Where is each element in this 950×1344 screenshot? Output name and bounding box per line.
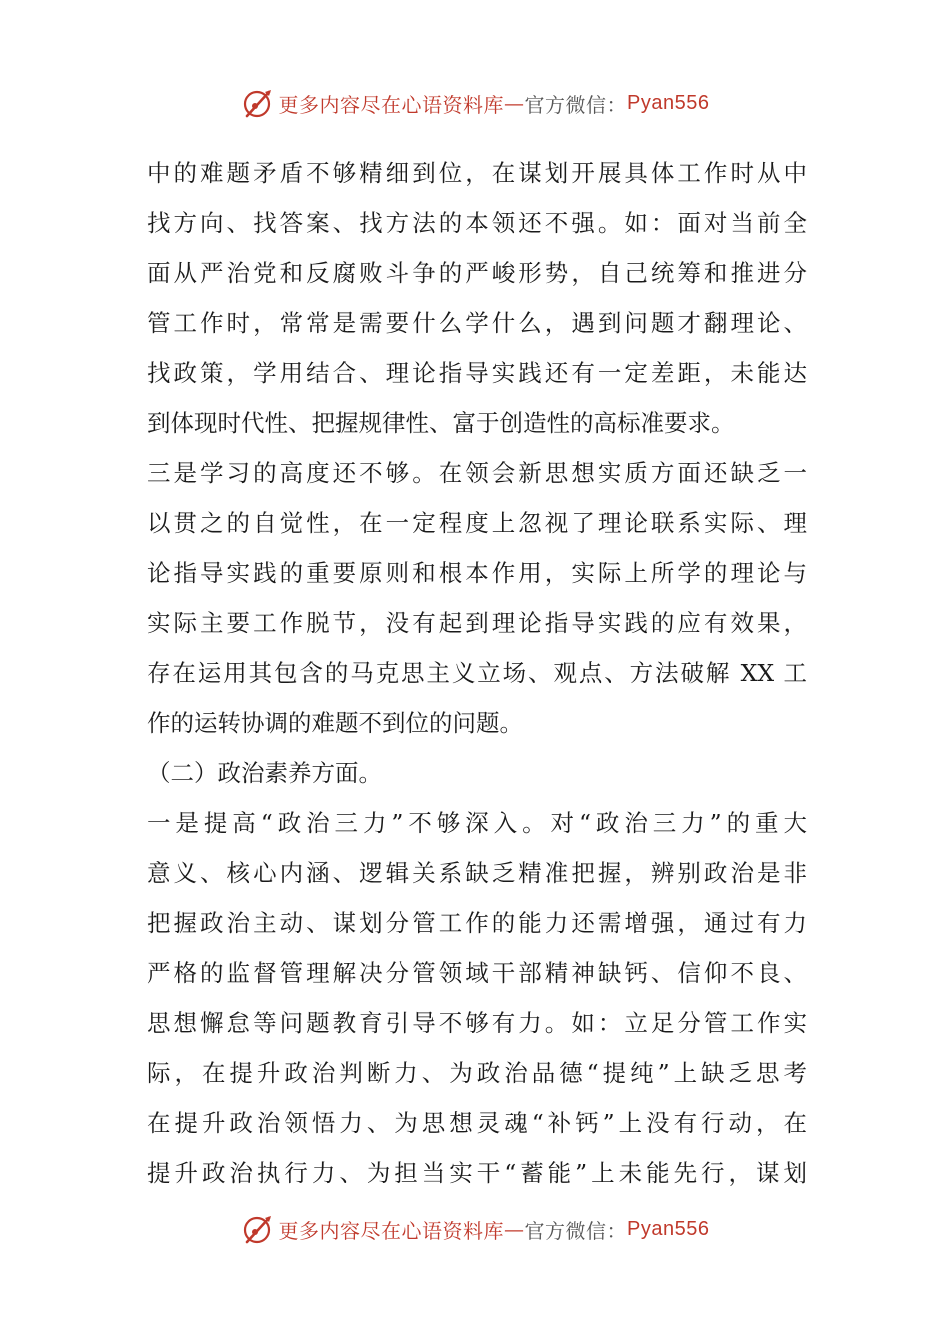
watermark-wechat-id: Pyan556 [627,91,710,114]
text-line: 面从严治党和反腐败斗争的严峻形势，自己统筹和推进分 [147,259,807,287]
text-line: 到体现时代性、把握规律性、富于创造性的高标准要求。 [147,409,735,437]
text-line: 提升政治执行力、为担当实干“蓄能”上未能先行，谋划 [147,1159,807,1187]
watermark-separator: — [504,91,525,115]
watermark-wechat-label: 官方微信： [524,92,628,117]
text-line: 找方向、找答案、找方法的本领还不强。如：面对当前全 [147,209,807,237]
watermark-site-text: 更多内容尽在心语资料库 [278,1218,505,1243]
text-line: 一是提高“政治三力”不够深入。对“政治三力”的重大 [147,809,807,837]
watermark-wechat-label: 官方微信： [524,1218,628,1243]
document-body [147,148,807,1198]
text-line: 作的运转协调的难题不到位的问题。 [147,709,523,737]
text-line: 找政策，学用结合、理论指导实践还有一定差距，未能达 [147,359,807,387]
watermark-separator: — [504,1217,525,1241]
text-line: 存在运用其包含的马克思主义立场、观点、方法破解 XX 工 [147,659,807,687]
text-line: 以贯之的自觉性，在一定程度上忽视了理论联系实际、理 [147,509,807,537]
text-line: 三是学习的高度还不够。在领会新思想实质方面还缺乏一 [147,459,807,487]
pen-logo-icon [241,1212,275,1246]
watermark-site-text: 更多内容尽在心语资料库 [278,92,505,117]
text-line: 论指导实践的重要原则和根本作用，实际上所学的理论与 [147,559,807,587]
text-line: 在提升政治领悟力、为思想灵魂“补钙”上没有行动，在 [147,1109,807,1137]
text-line: 中的难题矛盾不够精细到位，在谋划开展具体工作时从中 [147,159,807,187]
text-line: 意义、核心内涵、逻辑关系缺乏精准把握，辨别政治是非 [147,859,807,887]
text-line: 严格的监督管理解决分管领域干部精神缺钙、信仰不良、 [147,959,807,987]
text-line: 思想懈怠等问题教育引导不够有力。如：立足分管工作实 [147,1009,807,1037]
watermark-footer [0,1209,950,1249]
text-line: 把握政治主动、谋划分管工作的能力还需增强，通过有力 [147,909,807,937]
text-line: 管工作时，常常是需要什么学什么，遇到问题才翻理论、 [147,309,807,337]
watermark-header [0,83,950,123]
section-heading: （二）政治素养方面。 [147,759,382,787]
text-line: 实际主要工作脱节，没有起到理论指导实践的应有效果， [147,609,807,637]
pen-logo-icon [241,86,275,120]
text-line: 际，在提升政治判断力、为政治品德“提纯”上缺乏思考 [147,1059,807,1087]
watermark-wechat-id: Pyan556 [627,1217,710,1240]
